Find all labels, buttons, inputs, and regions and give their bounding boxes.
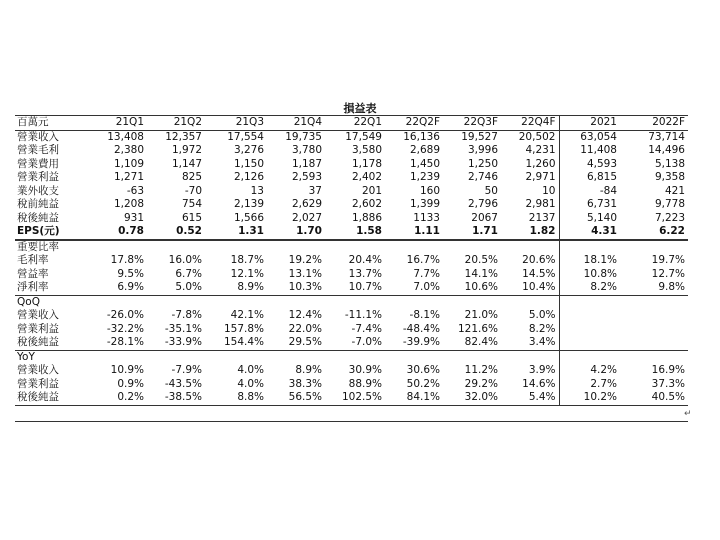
table-cell: -7.4%: [351, 322, 382, 335]
table-cell: -7.9%: [171, 364, 202, 377]
table-cell: 0.9%: [117, 377, 144, 390]
table-cell: 18.7%: [230, 254, 264, 267]
table-cell: 2,629: [291, 198, 322, 211]
table-cell: -26.0%: [106, 309, 144, 322]
table-cell: 825: [181, 171, 202, 184]
table-cell: 2,380: [113, 144, 144, 157]
table-cell: -39.9%: [385, 336, 443, 350]
table-cell: 50.2%: [406, 377, 440, 390]
table-row: [15, 309, 688, 323]
table-cell: 8.9%: [205, 281, 267, 295]
table-cell: 21Q1: [83, 116, 147, 131]
row-label: 營業利益: [17, 322, 59, 335]
table-cell: 10.8%: [559, 268, 620, 282]
table-cell: [501, 295, 559, 309]
row-label: 百萬元: [15, 116, 83, 131]
table-cell: [559, 240, 620, 255]
table-cell: 7.7%: [413, 267, 440, 280]
table-cell: [385, 350, 443, 364]
table-cell: 7.0%: [385, 281, 443, 295]
table-cell: [267, 295, 325, 309]
table-cell: 88.9%: [348, 377, 382, 390]
eps-row: [15, 225, 688, 240]
row-label: 稅前純益: [17, 198, 59, 211]
table-cell: 84.1%: [385, 391, 443, 405]
row-label: 營業利益: [17, 171, 59, 184]
table-cell: 10: [542, 184, 556, 197]
table-cell: 12,357: [165, 130, 202, 143]
table-cell: 6,815: [559, 171, 620, 185]
table-cell: 201: [361, 184, 382, 197]
table-cell: 50: [484, 184, 498, 197]
row-label: EPS(元): [15, 225, 83, 240]
table-cell: 14.6%: [522, 377, 556, 390]
table-cell: [501, 240, 559, 255]
table-cell: 10.6%: [443, 281, 501, 295]
table-cell: [147, 240, 205, 255]
table-cell: 154.4%: [205, 336, 267, 350]
table-cell: 20,502: [518, 130, 556, 143]
table-cell: 14.1%: [464, 267, 498, 280]
table-cell: 20.4%: [348, 254, 382, 267]
table-cell: [559, 295, 620, 309]
table-cell: 1.31: [205, 225, 267, 240]
table-row: [15, 144, 688, 158]
table-cell: -70: [184, 184, 202, 197]
table-cell: 1.11: [385, 225, 443, 240]
row-label: 稅後純益: [15, 336, 83, 350]
row-label: 重要比率: [17, 240, 59, 253]
table-cell: 29.5%: [267, 336, 325, 350]
table-cell: 102.5%: [325, 391, 385, 405]
row-label: 稅後純益: [15, 391, 83, 405]
row-label: 營業利益: [17, 377, 59, 390]
table-cell: 5.0%: [147, 281, 205, 295]
table-cell: 1,208: [113, 198, 144, 211]
row-label: 業外收支: [17, 184, 59, 197]
table-cell: 10.3%: [267, 281, 325, 295]
table-cell: 9.5%: [117, 267, 144, 280]
table-cell: 21Q3: [205, 116, 267, 131]
table-cell: -7.8%: [171, 309, 202, 322]
table-cell: 2022F: [620, 116, 688, 131]
table-cell: 5.0%: [528, 309, 556, 322]
table-cell: 6.22: [620, 225, 688, 240]
table-cell: [443, 350, 501, 364]
table-cell: -35.1%: [164, 322, 202, 335]
table-cell: 10.4%: [501, 281, 559, 295]
table-cell: [501, 350, 559, 364]
table-cell: 0.78: [83, 225, 147, 240]
table-cell: [620, 350, 688, 364]
table-cell: -48.4%: [402, 322, 440, 335]
table-cell: 1,271: [113, 171, 144, 184]
row-label: 營業費用: [17, 157, 59, 170]
table-cell: 5.4%: [501, 391, 559, 405]
table-cell: 22Q4F: [501, 116, 559, 131]
table-cell: 3.4%: [501, 336, 559, 350]
table-cell: 4.31: [559, 225, 620, 240]
table-cell: 22Q2F: [385, 116, 443, 131]
table-cell: 2,689: [409, 144, 440, 157]
table-cell: 14,496: [648, 144, 685, 157]
table-row: [15, 171, 688, 185]
table-cell: 8.2%: [559, 281, 620, 295]
table-cell: 3,780: [291, 144, 322, 157]
table-cell: 21Q4: [267, 116, 325, 131]
table-cell: 56.5%: [267, 391, 325, 405]
table-row: [15, 281, 688, 295]
table-cell: 22Q3F: [443, 116, 501, 131]
table-cell: 10.2%: [559, 391, 620, 405]
qoq-section-header: [15, 295, 688, 309]
table-cell: [325, 350, 385, 364]
table-cell: 8.2%: [528, 322, 556, 335]
table-row: [15, 268, 688, 282]
table-cell: [443, 240, 501, 255]
table-cell: 37.3%: [651, 377, 685, 390]
table-cell: 16.7%: [406, 254, 440, 267]
table-cell: 1,178: [351, 157, 382, 170]
table-row: [15, 158, 688, 172]
table-cell: 1,399: [409, 198, 440, 211]
table-cell: -84: [559, 185, 620, 199]
table-cell: 2,402: [351, 171, 382, 184]
table-cell: 1,450: [409, 157, 440, 170]
row-label: 營業毛利: [17, 144, 59, 157]
table-cell: 2137: [528, 211, 556, 224]
table-cell: [620, 295, 688, 309]
table-cell: 9,358: [654, 171, 685, 184]
table-row: [15, 391, 688, 405]
table-row: [15, 364, 688, 378]
table-cell: 17,554: [227, 130, 264, 143]
table-cell: 2,602: [351, 198, 382, 211]
table-cell: 3,580: [351, 144, 382, 157]
table-cell: 3.9%: [528, 364, 556, 377]
table-cell: 16,136: [403, 130, 440, 143]
table-cell: 14.5%: [522, 267, 556, 280]
table-cell: 1133: [413, 211, 440, 224]
table-cell: -43.5%: [164, 377, 202, 390]
table-cell: 37: [308, 184, 322, 197]
row-label: 營業收入: [17, 130, 59, 143]
table-cell: 1,187: [291, 157, 322, 170]
table-cell: [443, 295, 501, 309]
table-cell: [325, 240, 385, 255]
table-cell: 30.6%: [406, 364, 440, 377]
table-cell: [620, 240, 688, 255]
table-cell: [147, 350, 205, 364]
table-cell: 1,109: [113, 157, 144, 170]
table-cell: 2,593: [291, 171, 322, 184]
table-cell: [205, 295, 267, 309]
row-label: 營業收入: [17, 364, 59, 377]
table-cell: -11.1%: [344, 309, 382, 322]
table-cell: 1.71: [443, 225, 501, 240]
table-cell: 121.6%: [457, 322, 498, 335]
table-cell: 16.0%: [168, 254, 202, 267]
table-cell: [385, 240, 443, 255]
table-cell: 3,276: [233, 144, 264, 157]
table-cell: 1.58: [325, 225, 385, 240]
table-cell: [385, 295, 443, 309]
table-cell: 2021: [559, 116, 620, 131]
table-cell: 6,731: [559, 198, 620, 212]
row-label: QoQ: [17, 295, 40, 308]
table-cell: 30.9%: [348, 364, 382, 377]
table-cell: -38.5%: [147, 391, 205, 405]
table-cell: 9,778: [654, 198, 685, 211]
table-cell: 16.9%: [651, 364, 685, 377]
table-cell: 1.82: [501, 225, 559, 240]
table-cell: 63,054: [559, 130, 620, 144]
table-cell: 3,996: [467, 144, 498, 157]
header-row: [15, 116, 688, 131]
table-cell: 1,150: [233, 157, 264, 170]
table-cell: [620, 323, 688, 337]
table-cell: 1.70: [267, 225, 325, 240]
table-cell: [325, 295, 385, 309]
table-cell: 11.2%: [464, 364, 498, 377]
table-cell: 18.1%: [559, 254, 620, 268]
table-cell: 12.1%: [230, 267, 264, 280]
table-cell: 9.8%: [620, 281, 688, 295]
table-cell: 7,223: [654, 211, 685, 224]
table-cell: 5,140: [559, 212, 620, 226]
table-cell: [147, 295, 205, 309]
row-label: YoY: [17, 350, 35, 363]
table-row: [15, 378, 688, 392]
table-cell: 5,138: [654, 157, 685, 170]
table-cell: 4.0%: [237, 364, 264, 377]
table-cell: 38.3%: [288, 377, 322, 390]
table-cell: 1,260: [525, 157, 556, 170]
table-cell: [559, 350, 620, 364]
table-cell: 1,886: [351, 211, 382, 224]
table-cell: 13.1%: [288, 267, 322, 280]
table-cell: 19,735: [285, 130, 322, 143]
table-cell: 82.4%: [443, 336, 501, 350]
ratio-section-header: [15, 240, 688, 255]
table-row: [15, 130, 688, 144]
table-cell: 22.0%: [288, 322, 322, 335]
table-cell: 29.2%: [464, 377, 498, 390]
table-cell: [205, 240, 267, 255]
return-mark: ↵: [684, 409, 692, 419]
table-cell: [620, 336, 688, 350]
table-cell: 17.8%: [110, 254, 144, 267]
table-cell: -32.2%: [106, 322, 144, 335]
table-cell: 615: [181, 211, 202, 224]
table-cell: 2,796: [467, 198, 498, 211]
yoy-section-header: [15, 350, 688, 364]
table-cell: [559, 309, 620, 323]
table-cell: -8.1%: [409, 309, 440, 322]
table-cell: [620, 309, 688, 323]
table-cell: 1,147: [171, 157, 202, 170]
table-cell: 10.7%: [325, 281, 385, 295]
income-statement-table: [15, 115, 688, 406]
table-cell: 42.1%: [230, 309, 264, 322]
table-cell: 12.7%: [651, 267, 685, 280]
table-cell: 13,408: [107, 130, 144, 143]
row-label: 營業收入: [17, 309, 59, 322]
table-cell: -7.0%: [325, 336, 385, 350]
table-row: [15, 198, 688, 212]
table-cell: 21.0%: [464, 309, 498, 322]
table-cell: 2067: [471, 211, 498, 224]
table-cell: 2,126: [233, 171, 264, 184]
table-cell: 4,593: [559, 158, 620, 172]
table-cell: 20.6%: [522, 254, 556, 267]
table-cell: 10.9%: [110, 364, 144, 377]
table-cell: -63: [126, 184, 144, 197]
table-cell: 19.7%: [651, 254, 685, 267]
table-cell: 2.7%: [559, 378, 620, 392]
table-cell: 8.8%: [205, 391, 267, 405]
table-cell: 19,527: [461, 130, 498, 143]
table-cell: -28.1%: [83, 336, 147, 350]
table-row: [15, 185, 688, 199]
table-cell: 17,549: [345, 130, 382, 143]
table-cell: [559, 336, 620, 350]
table-cell: 20.5%: [464, 254, 498, 267]
table-title: 損益表: [343, 102, 377, 115]
table-cell: 160: [419, 184, 440, 197]
table-cell: 22Q1: [325, 116, 385, 131]
table-cell: 8.9%: [295, 364, 322, 377]
table-cell: 1,566: [233, 211, 264, 224]
table-cell: 40.5%: [620, 391, 688, 405]
table-cell: 6.7%: [175, 267, 202, 280]
table-cell: 32.0%: [443, 391, 501, 405]
table-cell: [267, 240, 325, 255]
table-cell: 157.8%: [223, 322, 264, 335]
table-cell: 2,027: [291, 211, 322, 224]
table-cell: 73,714: [648, 130, 685, 143]
table-cell: [83, 240, 147, 255]
table-cell: [205, 350, 267, 364]
table-cell: 1,239: [409, 171, 440, 184]
table-row: [15, 336, 688, 350]
table-cell: 931: [123, 211, 144, 224]
table-cell: 12.4%: [288, 309, 322, 322]
table-row: [15, 254, 688, 268]
row-label: 淨利率: [15, 281, 83, 295]
table-cell: 1,972: [171, 144, 202, 157]
table-cell: 4,231: [525, 144, 556, 157]
table-cell: 6.9%: [83, 281, 147, 295]
table-cell: [267, 350, 325, 364]
table-row: [15, 212, 688, 226]
row-label: 稅後純益: [17, 211, 59, 224]
table-cell: 2,746: [467, 171, 498, 184]
table-cell: 21Q2: [147, 116, 205, 131]
row-label: 毛利率: [17, 254, 49, 267]
table-cell: 754: [181, 198, 202, 211]
table-cell: [83, 350, 147, 364]
table-cell: 421: [664, 184, 685, 197]
table-row: [15, 323, 688, 337]
table-cell: 1,250: [467, 157, 498, 170]
table-cell: [559, 323, 620, 337]
table-cell: 2,971: [525, 171, 556, 184]
table-cell: 2,981: [525, 198, 556, 211]
table-cell: 13.7%: [348, 267, 382, 280]
table-cell: 0.2%: [83, 391, 147, 405]
table-cell: -33.9%: [147, 336, 205, 350]
table-cell: [83, 295, 147, 309]
row-label: 營益率: [17, 267, 49, 280]
table-cell: 19.2%: [288, 254, 322, 267]
table-cell: 11,408: [559, 144, 620, 158]
table-cell: 0.52: [147, 225, 205, 240]
table-cell: 4.2%: [559, 364, 620, 378]
table-cell: 4.0%: [237, 377, 264, 390]
table-cell: 2,139: [233, 198, 264, 211]
table-cell: 13: [250, 184, 264, 197]
